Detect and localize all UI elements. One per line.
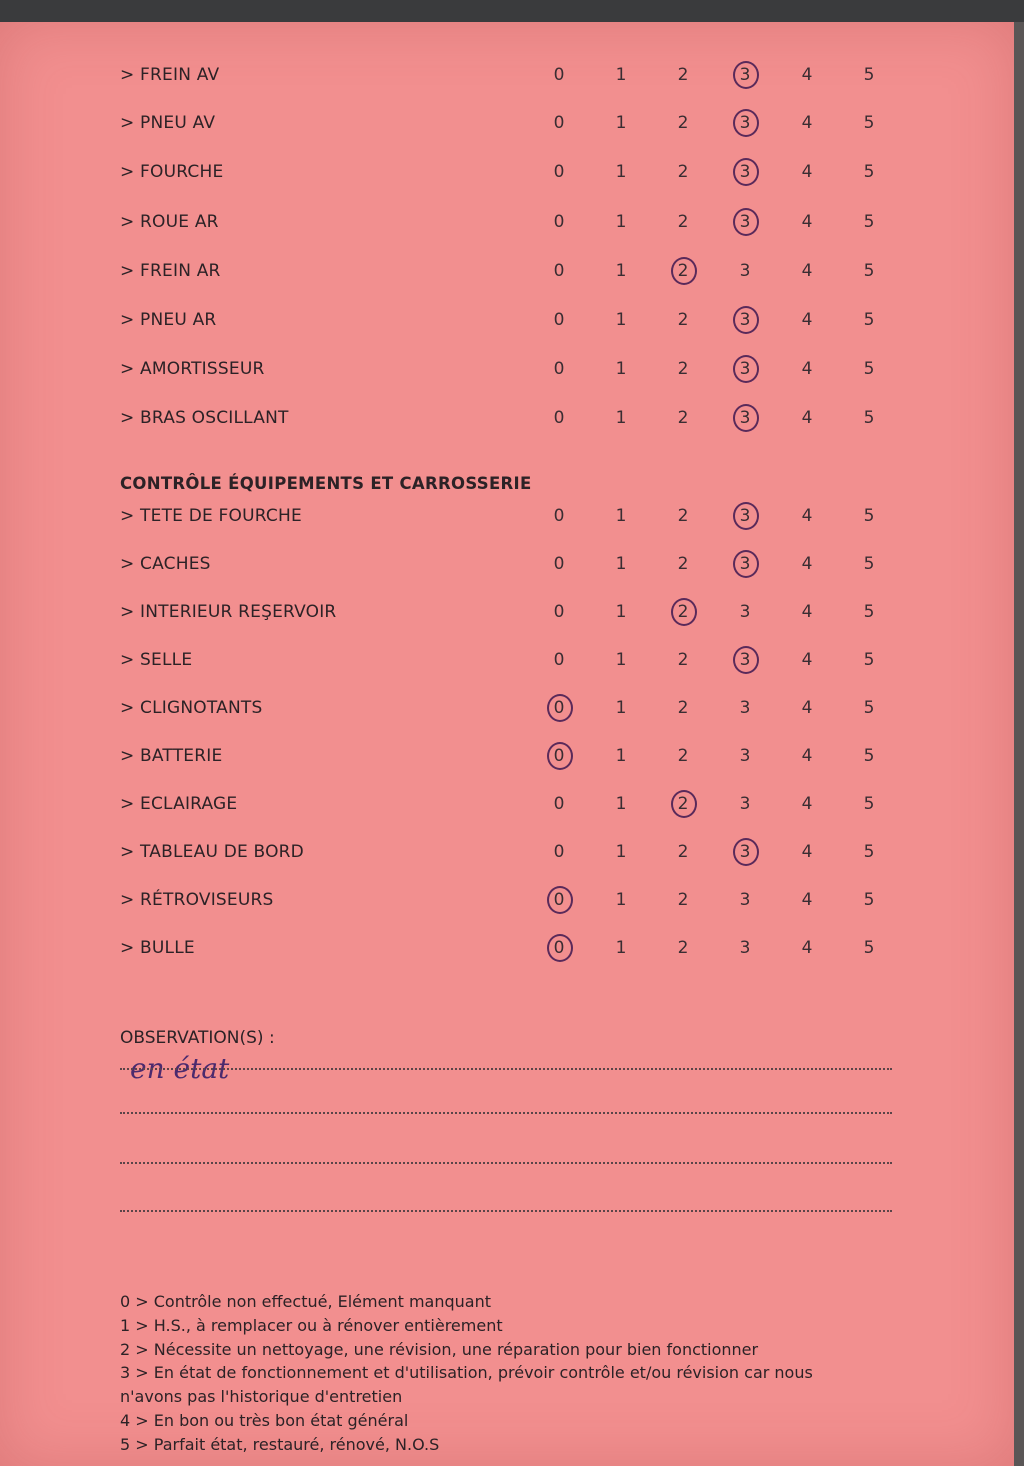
score-option[interactable]: 0 bbox=[553, 212, 565, 232]
score-option[interactable]: 2 bbox=[677, 842, 689, 862]
score-option-selected[interactable]: 3 bbox=[730, 408, 760, 428]
inspection-item-label: > TETE DE FOURCHE bbox=[120, 506, 302, 526]
score-option[interactable]: 4 bbox=[801, 113, 813, 133]
score-option[interactable]: 3 bbox=[739, 746, 751, 766]
score-option[interactable]: 1 bbox=[615, 310, 627, 330]
score-option[interactable]: 2 bbox=[677, 113, 689, 133]
inspection-item-label: > PNEU AR bbox=[120, 310, 217, 330]
score-option[interactable]: 1 bbox=[615, 698, 627, 718]
score-option[interactable]: 2 bbox=[677, 162, 689, 182]
score-option[interactable]: 2 bbox=[677, 698, 689, 718]
score-option[interactable]: 0 bbox=[553, 113, 565, 133]
score-option-selected[interactable]: 3 bbox=[730, 842, 760, 862]
score-option[interactable]: 1 bbox=[615, 359, 627, 379]
inspection-item-label: > TABLEAU DE BORD bbox=[120, 842, 304, 862]
score-option[interactable]: 4 bbox=[801, 212, 813, 232]
score-option-selected[interactable]: 0 bbox=[544, 938, 574, 958]
score-option-selected[interactable]: 3 bbox=[730, 506, 760, 526]
inspection-item-label: > CLIGNOTANTS bbox=[120, 698, 263, 718]
score-option[interactable]: 4 bbox=[801, 65, 813, 85]
inspection-row bbox=[0, 61, 1014, 91]
legend-line-1: 1 > H.S., à remplacer ou à rénover entièrement bbox=[120, 1315, 503, 1335]
score-option[interactable]: 5 bbox=[863, 842, 875, 862]
inspection-row bbox=[0, 109, 1014, 139]
score-option[interactable]: 0 bbox=[553, 602, 565, 622]
score-option[interactable]: 4 bbox=[801, 890, 813, 910]
rating-legend bbox=[120, 1290, 813, 1457]
score-option[interactable]: 5 bbox=[863, 212, 875, 232]
legend-line-4: 4 > En bon ou très bon état général bbox=[120, 1410, 409, 1430]
score-option[interactable]: 3 bbox=[739, 261, 751, 281]
inspection-item-label: > INTERIEUR REŞERVOIR bbox=[120, 602, 337, 622]
score-option[interactable]: 5 bbox=[863, 650, 875, 670]
score-option[interactable]: 1 bbox=[615, 261, 627, 281]
inspection-item-label: > RÉTROVISEURS bbox=[120, 890, 274, 910]
inspection-row bbox=[0, 355, 1014, 385]
inspection-item-label: > FREIN AV bbox=[120, 65, 220, 85]
score-option[interactable]: 2 bbox=[677, 938, 689, 958]
score-option[interactable]: 5 bbox=[863, 554, 875, 574]
score-option[interactable]: 2 bbox=[677, 408, 689, 428]
score-option-selected[interactable]: 3 bbox=[730, 113, 760, 133]
score-option[interactable]: 1 bbox=[615, 506, 627, 526]
inspection-item-label: > ROUE AR bbox=[120, 212, 219, 232]
score-option[interactable]: 4 bbox=[801, 938, 813, 958]
score-option[interactable]: 1 bbox=[615, 794, 627, 814]
score-option[interactable]: 5 bbox=[863, 794, 875, 814]
score-option[interactable]: 0 bbox=[553, 794, 565, 814]
score-option[interactable]: 4 bbox=[801, 408, 813, 428]
score-option[interactable]: 2 bbox=[677, 212, 689, 232]
score-option[interactable]: 4 bbox=[801, 162, 813, 182]
inspection-item-label: > ECLAIRAGE bbox=[120, 794, 238, 814]
score-option[interactable]: 1 bbox=[615, 842, 627, 862]
score-option[interactable]: 0 bbox=[553, 408, 565, 428]
right-edge-background bbox=[1014, 22, 1024, 1466]
score-option-selected[interactable]: 2 bbox=[668, 261, 698, 281]
score-option-selected[interactable]: 3 bbox=[730, 650, 760, 670]
score-option-selected[interactable]: 3 bbox=[730, 65, 760, 85]
score-option[interactable]: 1 bbox=[615, 746, 627, 766]
score-option[interactable]: 2 bbox=[677, 310, 689, 330]
inspection-item-label: > FREIN AR bbox=[120, 261, 221, 281]
score-option[interactable]: 1 bbox=[615, 113, 627, 133]
observation-line-2[interactable] bbox=[120, 1112, 892, 1114]
observations-title: OBSERVATION(S) : bbox=[120, 1028, 275, 1048]
score-option[interactable]: 0 bbox=[553, 650, 565, 670]
score-option[interactable]: 5 bbox=[863, 65, 875, 85]
score-option[interactable]: 2 bbox=[677, 359, 689, 379]
score-option[interactable]: 4 bbox=[801, 698, 813, 718]
score-option[interactable]: 2 bbox=[677, 650, 689, 670]
score-option[interactable]: 0 bbox=[553, 162, 565, 182]
score-option[interactable]: 3 bbox=[739, 938, 751, 958]
score-option[interactable]: 4 bbox=[801, 842, 813, 862]
score-option[interactable]: 5 bbox=[863, 408, 875, 428]
score-option[interactable]: 5 bbox=[863, 359, 875, 379]
inspection-row bbox=[0, 158, 1014, 188]
inspection-item-label: > BULLE bbox=[120, 938, 195, 958]
score-option-selected[interactable]: 3 bbox=[730, 310, 760, 330]
score-option[interactable]: 4 bbox=[801, 554, 813, 574]
score-option-selected[interactable]: 2 bbox=[668, 794, 698, 814]
score-option[interactable]: 5 bbox=[863, 698, 875, 718]
inspection-row bbox=[0, 742, 1014, 772]
score-option[interactable]: 1 bbox=[615, 162, 627, 182]
score-option[interactable]: 0 bbox=[553, 554, 565, 574]
score-option-selected[interactable]: 3 bbox=[730, 554, 760, 574]
inspection-row bbox=[0, 790, 1014, 820]
score-option[interactable]: 0 bbox=[553, 359, 565, 379]
score-option[interactable]: 4 bbox=[801, 650, 813, 670]
inspection-row bbox=[0, 886, 1014, 916]
score-option[interactable]: 1 bbox=[615, 65, 627, 85]
legend-line-3: 3 > En état de fonctionnement et d'utilisation, prévoir contrôle et/ou révision car nous bbox=[120, 1363, 813, 1383]
score-option[interactable]: 5 bbox=[863, 506, 875, 526]
score-option-selected[interactable]: 3 bbox=[730, 162, 760, 182]
top-edge-background bbox=[0, 0, 1024, 22]
inspection-item-label: > BATTERIE bbox=[120, 746, 223, 766]
score-option[interactable]: 5 bbox=[863, 261, 875, 281]
section-title-equipements: CONTRÔLE ÉQUIPEMENTS ET CARROSSERIE bbox=[120, 474, 532, 493]
score-option[interactable]: 3 bbox=[739, 602, 751, 622]
score-option-selected[interactable]: 0 bbox=[544, 890, 574, 910]
inspection-item-label: > PNEU AV bbox=[120, 113, 216, 133]
score-option[interactable]: 0 bbox=[553, 506, 565, 526]
score-option[interactable]: 4 bbox=[801, 794, 813, 814]
inspection-row bbox=[0, 598, 1014, 628]
score-option[interactable]: 4 bbox=[801, 746, 813, 766]
observation-line-3[interactable] bbox=[120, 1162, 892, 1164]
inspection-item-label: > SELLE bbox=[120, 650, 193, 670]
score-option[interactable]: 1 bbox=[615, 212, 627, 232]
score-option[interactable]: 4 bbox=[801, 602, 813, 622]
score-option[interactable]: 2 bbox=[677, 746, 689, 766]
score-option[interactable]: 1 bbox=[615, 554, 627, 574]
legend-line-5: 5 > Parfait état, restauré, rénové, N.O.S bbox=[120, 1434, 440, 1454]
score-option[interactable]: 0 bbox=[553, 261, 565, 281]
inspection-row bbox=[0, 694, 1014, 724]
score-option[interactable]: 1 bbox=[615, 650, 627, 670]
inspection-row bbox=[0, 646, 1014, 676]
score-option[interactable]: 4 bbox=[801, 310, 813, 330]
inspection-item-label: > AMORTISSEUR bbox=[120, 359, 265, 379]
score-option[interactable]: 5 bbox=[863, 746, 875, 766]
score-option[interactable]: 1 bbox=[615, 408, 627, 428]
legend-line-3-continued: n'avons pas l'historique d'entretien bbox=[120, 1387, 403, 1407]
legend-line-2: 2 > Nécessite un nettoyage, une révision, une réparation pour bien fonctionner bbox=[120, 1339, 759, 1359]
inspection-row bbox=[0, 502, 1014, 532]
score-option[interactable]: 5 bbox=[863, 113, 875, 133]
score-option[interactable]: 5 bbox=[863, 162, 875, 182]
score-option[interactable]: 5 bbox=[863, 890, 875, 910]
score-option-selected[interactable]: 0 bbox=[544, 746, 574, 766]
inspection-row bbox=[0, 550, 1014, 580]
observation-line-4[interactable] bbox=[120, 1210, 892, 1212]
score-option[interactable]: 2 bbox=[677, 890, 689, 910]
score-option[interactable]: 4 bbox=[801, 261, 813, 281]
inspection-item-label: > BRAS OSCILLANT bbox=[120, 408, 289, 428]
score-option[interactable]: 4 bbox=[801, 506, 813, 526]
inspection-row bbox=[0, 404, 1014, 434]
score-option-selected[interactable]: 3 bbox=[730, 212, 760, 232]
score-option[interactable]: 3 bbox=[739, 794, 751, 814]
handwritten-observation: en état bbox=[130, 1052, 230, 1085]
score-option[interactable]: 1 bbox=[615, 890, 627, 910]
score-option[interactable]: 0 bbox=[553, 842, 565, 862]
score-option[interactable]: 3 bbox=[739, 698, 751, 718]
score-option-selected[interactable]: 3 bbox=[730, 359, 760, 379]
score-option[interactable]: 2 bbox=[677, 65, 689, 85]
inspection-item-label: > CACHES bbox=[120, 554, 211, 574]
inspection-item-label: > FOURCHE bbox=[120, 162, 224, 182]
inspection-row bbox=[0, 257, 1014, 287]
inspection-row bbox=[0, 838, 1014, 868]
score-option[interactable]: 2 bbox=[677, 506, 689, 526]
score-option[interactable]: 0 bbox=[553, 310, 565, 330]
legend-line-0: 0 > Contrôle non effectué, Elément manquant bbox=[120, 1292, 491, 1311]
score-option[interactable]: 3 bbox=[739, 890, 751, 910]
score-option-selected[interactable]: 2 bbox=[668, 602, 698, 622]
score-option[interactable]: 1 bbox=[615, 938, 627, 958]
score-option[interactable]: 2 bbox=[677, 554, 689, 574]
observation-line-1[interactable] bbox=[120, 1068, 892, 1070]
score-option[interactable]: 5 bbox=[863, 938, 875, 958]
score-option[interactable]: 5 bbox=[863, 310, 875, 330]
score-option[interactable]: 0 bbox=[553, 65, 565, 85]
score-option-selected[interactable]: 0 bbox=[544, 698, 574, 718]
inspection-row bbox=[0, 306, 1014, 336]
score-option[interactable]: 1 bbox=[615, 602, 627, 622]
inspection-sheet bbox=[0, 22, 1014, 1466]
score-option[interactable]: 4 bbox=[801, 359, 813, 379]
inspection-row bbox=[0, 208, 1014, 238]
inspection-row bbox=[0, 934, 1014, 964]
score-option[interactable]: 5 bbox=[863, 602, 875, 622]
